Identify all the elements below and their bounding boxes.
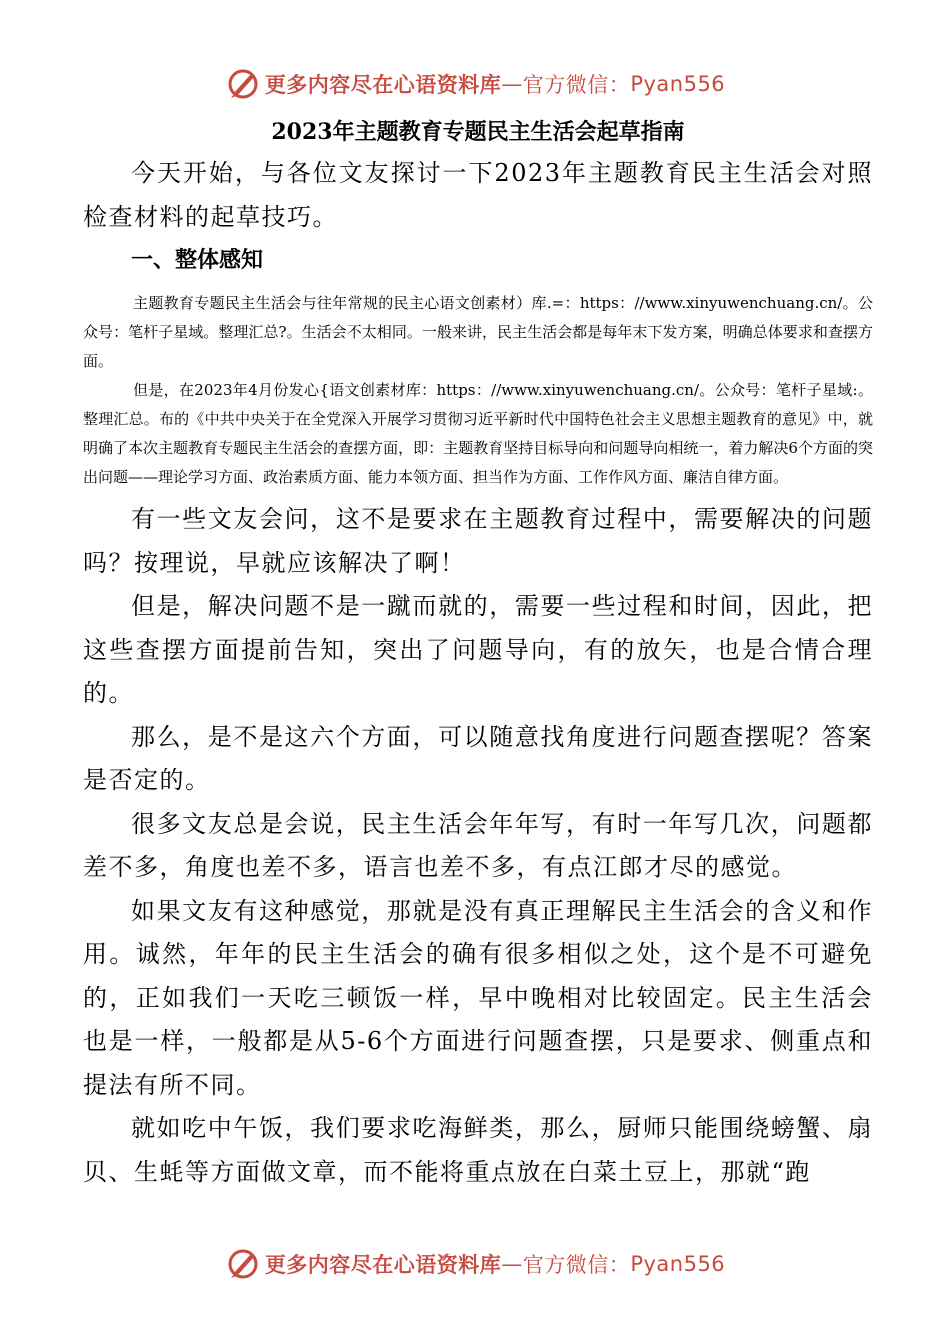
small-paragraph: 主题教育专题民主生活会与往年常规的民主心语文创素材）库.=：https：//www.xinyuwenchuang.cn/。公众号：笔杆子星域。整理汇总?。生活会不太相同。一般来讲，民主生活会都是每年末下发方案，明确总体要求和查摆方面。 bbox=[83, 294, 873, 370]
body-paragraph: 有一些文友会问，这不是要求在主题教育过程中，需要解决的问题吗？按理说，早就应该解决了啊！ bbox=[83, 505, 873, 577]
banner-label: 官方微信： bbox=[522, 1253, 631, 1277]
body-paragraph: 但是，解决问题不是一蹴而就的，需要一些过程和时间，因此，把这些查摆方面提前告知，突出了问题导向，有的放矢，也是合情合理的。 bbox=[83, 592, 873, 707]
body-paragraph: 那么，是不是这六个方面，可以随意找角度进行问题查摆呢？答案是否定的。 bbox=[83, 722, 873, 794]
banner-separator: — bbox=[501, 1252, 523, 1276]
section-heading: 一、整体感知 bbox=[131, 248, 264, 273]
banner-account: Pyan556 bbox=[630, 72, 726, 96]
body-paragraph: 就如吃中午饭，我们要求吃海鲜类，那么，厨师只能围绕螃蟹、扇贝、生蚝等方面做文章，而不能将重点放在白菜土豆上，那就“跑 bbox=[83, 1114, 873, 1186]
body-paragraph: 很多文友总是会说，民主生活会年年写，有时一年写几次，问题都差不多，角度也差不多，语言也差不多，有点江郎才尽的感觉。 bbox=[83, 809, 873, 881]
pen-logo-icon bbox=[225, 66, 261, 102]
banner-account: Pyan556 bbox=[630, 1252, 726, 1276]
intro-paragraph: 今天开始，与各位文友探讨一下2023年主题教育民主生活会对照检查材料的起草技巧。 bbox=[83, 159, 873, 231]
banner-label: 官方微信： bbox=[522, 73, 631, 97]
banner-title: 更多内容尽在心语资料库 bbox=[264, 1252, 502, 1277]
header-banner[interactable] bbox=[0, 64, 950, 104]
pen-logo-icon bbox=[225, 1246, 261, 1282]
banner-title: 更多内容尽在心语资料库 bbox=[264, 72, 502, 97]
body-paragraph: 如果文友有这种感觉，那就是没有真正理解民主生活会的含义和作用。诚然，年年的民主生活会的确有很多相似之处，这个是不可避免的，正如我们一天吃三顿饭一样，早中晚相对比较固定。民主生活会也是一样，一般都是从5-6个方面进行问题查摆，只是要求、侧重点和提法有所不同。 bbox=[83, 896, 873, 1099]
page-title: 2023年主题教育专题民主生活会起草指南 bbox=[271, 119, 685, 145]
small-paragraph: 但是，在2023年4月份发心{语文创素材库：https：//www.xinyuwenchuang.cn/。公众号：笔杆子星域:。整理汇总。布的《中共中央关于在全党深入开展学习贯彻习近平新时代中国特色社会主义思想主题教育的意见》中，就明确了本次主题教育专题民主生活会的查摆方面，即：主题教育坚持目标导向和问题导向相统一，着力解决6个方面的突出问题——理论学习方面、政治素质方面、能力本领方面、担当作为方面、工作作风方面、廉洁自律方面。 bbox=[83, 381, 873, 486]
banner-separator: — bbox=[501, 72, 523, 96]
document-body bbox=[83, 112, 873, 1194]
footer-banner[interactable] bbox=[0, 1244, 950, 1284]
